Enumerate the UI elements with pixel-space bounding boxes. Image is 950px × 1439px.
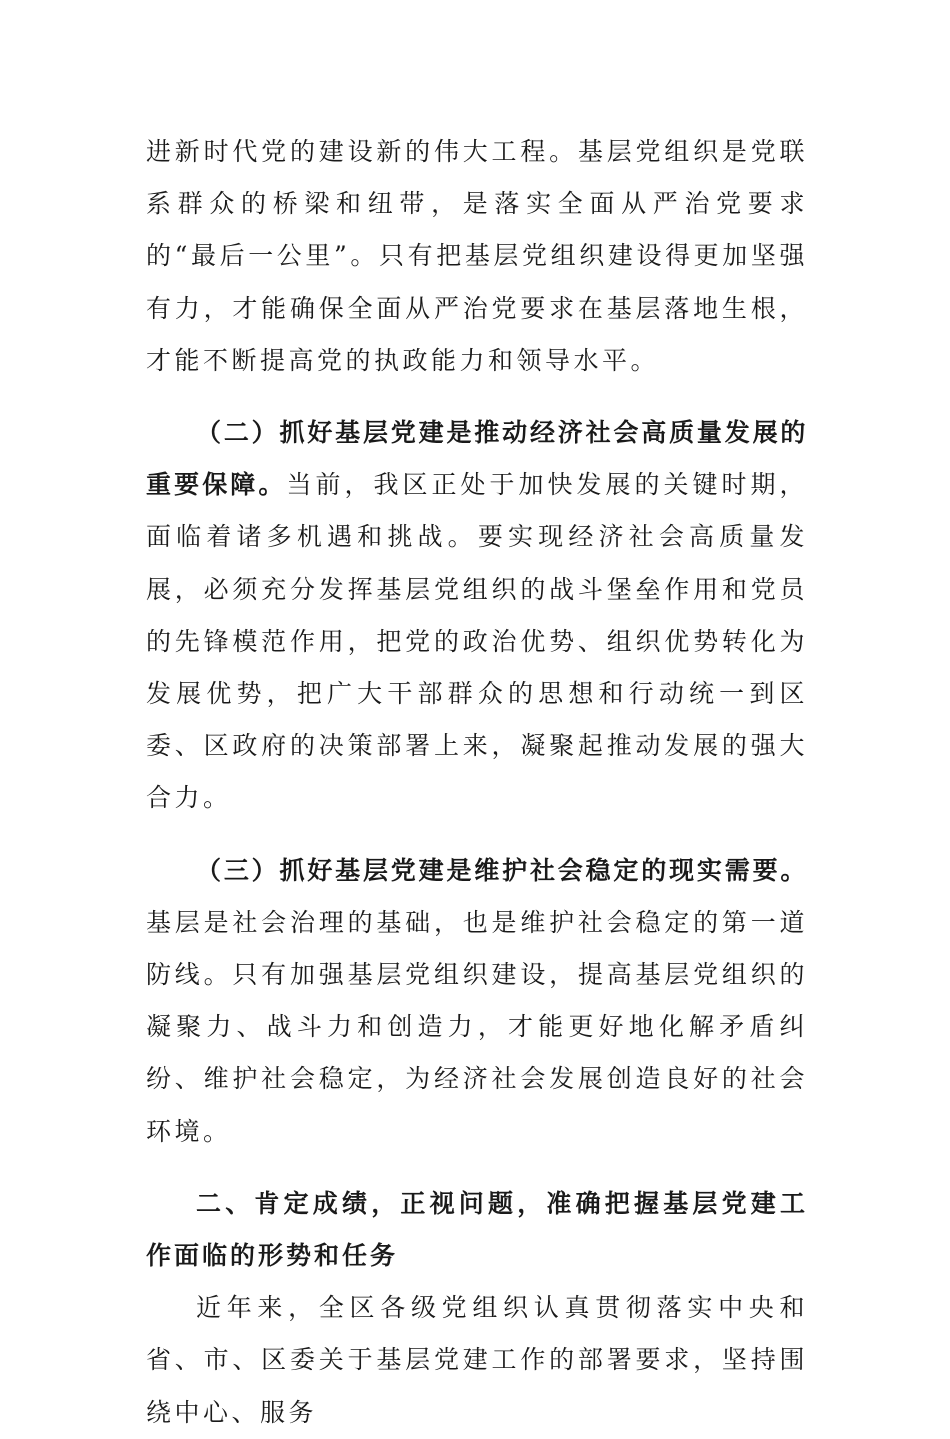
paragraph-gap [146, 387, 808, 407]
paragraph-gap [146, 1158, 808, 1178]
point-three-body: 基层是社会治理的基础，也是维护社会稳定的第一道防线。只有加强基层党组织建设，提高基层党组织的凝聚力、战斗力和创造力，才能更好地化解矛盾纠纷、维护社会稳定，为经济社会发展创造良好的社会环境。 [146, 907, 808, 1146]
point-two-heading: （二）抓好基层党建是推动经济社会高质量发展的重要保障。 [146, 418, 808, 500]
paragraph-intro-continued: 进新时代党的建设新的伟大工程。基层党组织是党联系群众的桥梁和纽带，是落实全面从严治党要求的“最后一公里”。只有把基层党组织建设得更加坚强有力，才能确保全面从严治党要求在基层落地生根，才能不断提高党的执政能力和领导水平。 [146, 137, 808, 375]
paragraph-point-three [146, 845, 808, 1158]
point-three-heading: （三）抓好基层党建是维护社会稳定的现实需要。 [196, 855, 808, 885]
paragraph-section-two-intro: 近年来，全区各级党组织认真贯彻落实中央和省、市、区委关于基层党建工作的部署要求，坚持围绕中心、服务 [146, 1293, 808, 1427]
section-two-heading: 二、肯定成绩，正视问题，准确把握基层党建工作面临的形势和任务 [146, 1188, 808, 1271]
document-page [146, 126, 808, 1439]
paragraph-point-two [146, 407, 808, 825]
paragraph-gap [146, 825, 808, 845]
point-two-body: 当前，我区正处于加快发展的关键时期，面临着诸多机遇和挑战。要实现经济社会高质量发展，必须充分发挥基层党组织的战斗堡垒作用和党员的先锋模范作用，把党的政治优势、组织优势转化为发展优势，把广大干部群众的思想和行动统一到区委、区政府的决策部署上来，凝聚起推动发展的强大合力。 [146, 470, 808, 813]
